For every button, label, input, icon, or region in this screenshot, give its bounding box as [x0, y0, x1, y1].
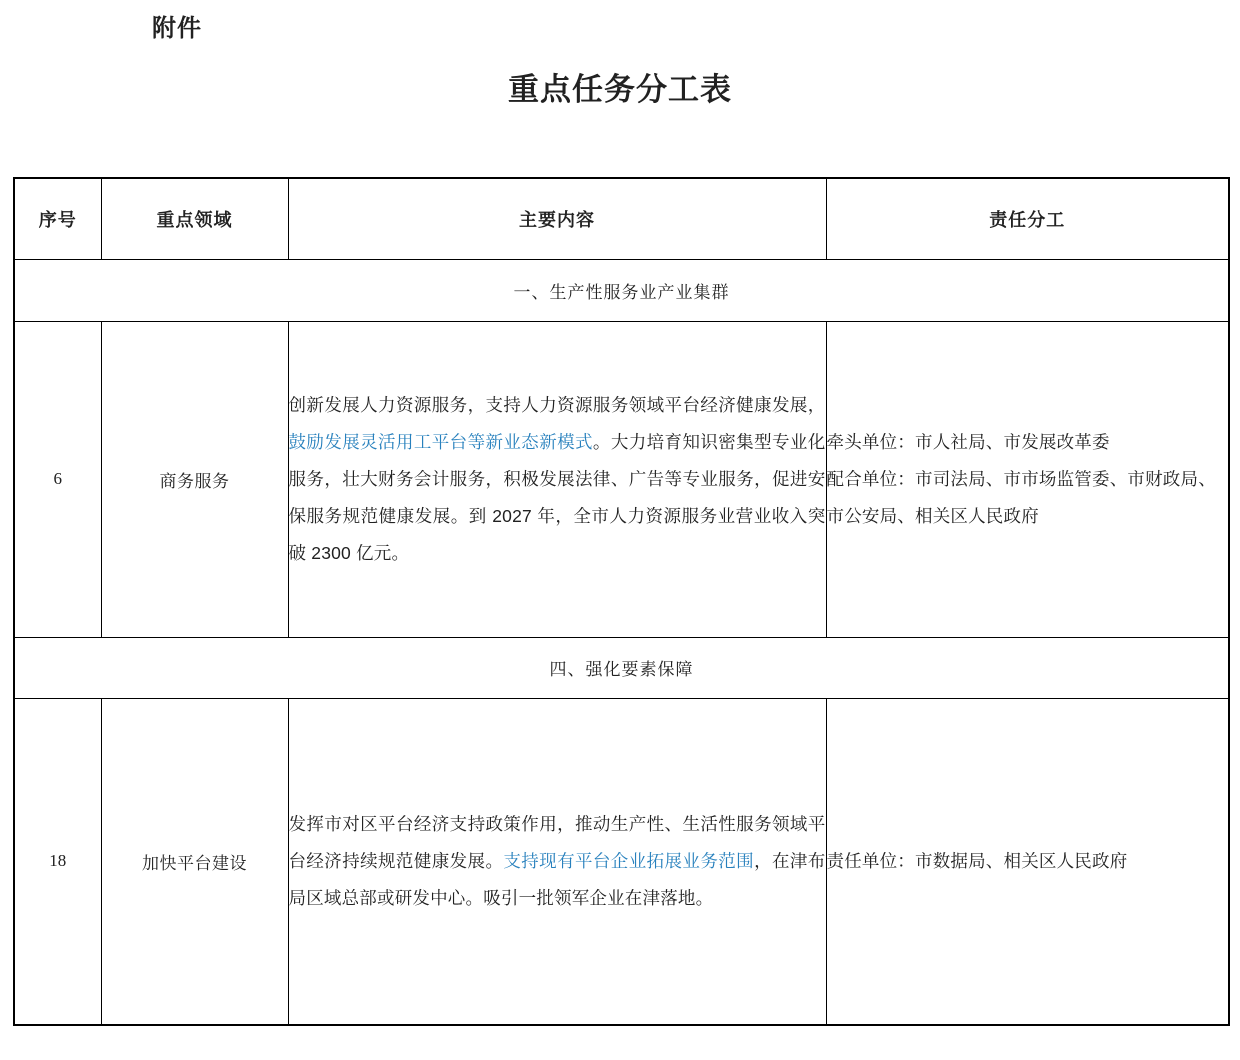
- content-text-after: ，在津布局区域总部或研发中心。吸引一批领军企业在津落地。: [288, 850, 826, 908]
- responsibility-cell: [826, 698, 1229, 1025]
- content-highlight-text: 支持现有平台企业拓展业务范围: [503, 850, 755, 871]
- table-header-row: [14, 178, 1229, 259]
- column-header-key-area: 重点领域: [101, 178, 288, 259]
- column-header-responsibility: 责任分工: [826, 178, 1229, 259]
- section-row-2: [14, 637, 1229, 698]
- content-highlight-text: 鼓励发展灵活用工平台等新业态新模式: [288, 431, 593, 452]
- responsibility-cell: [826, 321, 1229, 637]
- task-division-table: [13, 177, 1230, 1026]
- table-row-6: [14, 321, 1229, 637]
- section-title-2: 四、强化要素保障: [14, 637, 1229, 698]
- content-text-before: 发挥市对区平台经济支持政策作用，推动生产性、生活性服务领域平台经济持续规范健康发展。: [288, 813, 826, 871]
- key-area-cell: 加快平台建设: [101, 698, 288, 1025]
- section-row-1: [14, 259, 1229, 321]
- responsibility-lead-line: 牵头单位：市人社局、市发展改革委: [826, 431, 1110, 452]
- responsibility-lead-line: 责任单位：市数据局、相关区人民政府: [826, 850, 1128, 871]
- attachment-label: 附件: [152, 15, 202, 42]
- column-header-main-content: 主要内容: [288, 178, 826, 259]
- content-text-after: 。大力培育知识密集型专业化服务，壮大财务会计服务，积极发展法律、广告等专业服务，促进安保服务规范健康发展。到 2027 年，全市人力资源服务业营业收入突破 2300 亿元。: [288, 431, 826, 563]
- title-container: [0, 64, 1240, 109]
- content-text-before: 创新发展人力资源服务，支持人力资源服务领域平台经济健康发展，: [288, 394, 826, 415]
- column-header-index: 序号: [14, 178, 101, 259]
- key-area-cell: 商务服务: [101, 321, 288, 637]
- section-title-1: 一、生产性服务业产业集群: [14, 259, 1229, 321]
- row-index-cell: 18: [14, 698, 101, 1025]
- responsibility-support-line: 配合单位：市司法局、市市场监管委、市财政局、市公安局、相关区人民政府: [826, 468, 1216, 526]
- main-content-cell: [288, 321, 826, 637]
- row-index-cell: 6: [14, 321, 101, 637]
- page-title: 重点任务分工表: [508, 72, 732, 107]
- main-content-cell: [288, 698, 826, 1025]
- table-row-18: [14, 698, 1229, 1025]
